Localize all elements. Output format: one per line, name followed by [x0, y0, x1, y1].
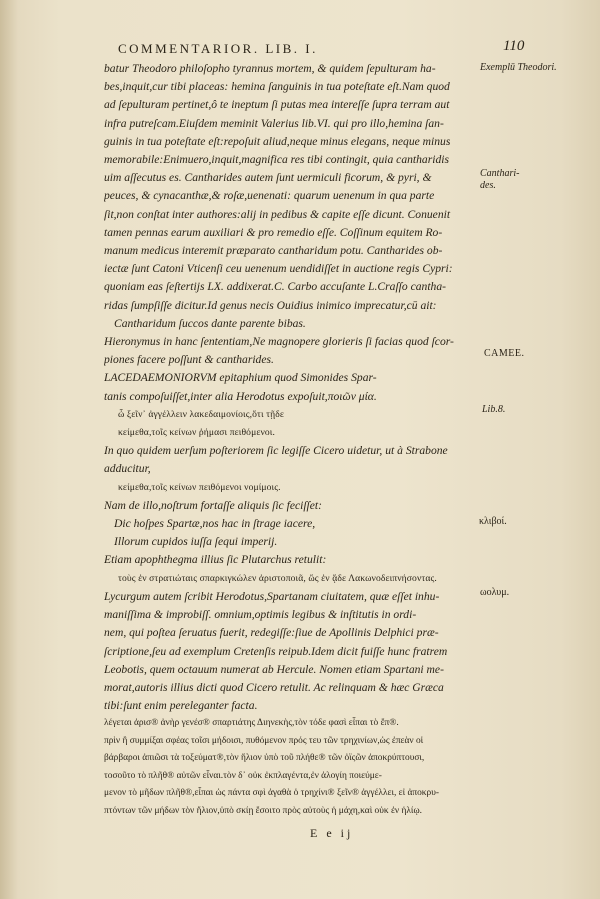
text-line: infra putreſcam.Eiuſdem meminit Valerius lib.VI. qui pro illo,hemina ſan-: [104, 116, 444, 130]
greek-line: λέγεται ἀρισ® ἀνὴρ γενέσ® σπαρτιάτης Διηνεκὴς,τὸν τόδε φασὶ εἶπαι τὸ ἔπ®.: [104, 718, 399, 728]
text-line: tibi:ſunt enim pereleganter facta.: [104, 699, 258, 713]
text-line: ſit,non conſtat inter authores:alij in pedibus & capite eſſe dicunt. Conuenit: [104, 207, 451, 221]
greek-verse-line: ὦ ξεῖν᾽ ἀγγέλλειν λακεδαιμονίοις,ὅτι τῇδε: [118, 408, 284, 420]
text-line: LACEDAEMONIORVM epitaphium quod Simonides Spar-: [104, 371, 377, 385]
greek-line: πτόντων τῶν μήδων τὸν ἥλιον,ὑπὸ σκίῃ ἔσοιτο πρὸς αὐτοὺς ἡ μάχη,καὶ οὐκ ἐν ἡλίῳ.: [104, 805, 422, 816]
folio-number: 110: [503, 38, 525, 54]
margin-note-camee: CAMEE.: [484, 348, 525, 359]
signature-mark: E e ij: [310, 826, 354, 840]
text-line: maniſſima & improbiſſ. omnium,optimis legibus & inſtitutis in ordi-: [104, 608, 417, 622]
text-line: tamen pennas earum auxiliari & pro remedio eſſe. Coſſinum equitem Ro-: [104, 225, 443, 239]
text-line: Leobotis, quem octauum numerat ab Hercule. Nomen etiam Spartani me-: [104, 662, 444, 676]
margin-note-cantharides: Canthari-des.: [480, 168, 520, 191]
running-title: COMMENTARIOR. LIB. I.: [118, 41, 318, 56]
body-text: [104, 60, 476, 715]
text-line: peuces, & cynacanthæ,& roſæ,uenenati: quarum uenenum in qua parte: [104, 189, 435, 203]
margin-note-greek-2: ωολυμ.: [480, 587, 510, 598]
text-line: Hieronymus in hanc ſententiam,Ne magnopere glorieris ſi facias quod ſcor-: [104, 335, 454, 349]
greek-line: βάρβαροι ἀπιῶσι τὰ τοξεύματ®,τὸν ἥλιον ὑπὸ τοῦ πλήθε® τῶν ὀϊςῶν ἀποκρύπτουσι,: [104, 753, 425, 764]
verse-line: Illorum cupidos iuſſa ſequi imperij.: [114, 535, 278, 549]
margin-note-lib8: Lib.8.: [482, 404, 506, 415]
text-line: In quo quidem uerſum poſteriorem ſic legiſſe Cicero uidetur, ut à Strabone: [104, 444, 448, 458]
greek-verse-line: κείμεθα,τοῖς κείνων ῥήμασι πειθόμενοι.: [118, 427, 275, 439]
greek-line: πρὶν ἢ συμμίξαι σφέας τοῖσι μήδοισι, πυθόμενον πρός τευ τῶν τρηχινίων,ὡς ἐπεὰν οἱ: [104, 735, 424, 746]
text-line: uim aſſecutus es. Cantharides autem ſunt uermiculi ficorum, & pyri, &: [104, 171, 432, 185]
text-line: morat,autoris illius dicti quod Cicero retulit. Ac relinquam & hæc Græca: [104, 680, 444, 694]
text-line: Nam de illo,noſtrum fortaſſe aliquis ſic feciſſet:: [104, 498, 323, 512]
text-line: piones facere poſſunt & cantharides.: [104, 353, 274, 367]
text-line: quoniam eas ſeſtertijs LX. addixerat.C. Carbo accuſante L.Craſſo cantha-: [104, 280, 446, 294]
margin-note-greek-1: κλιβοί.: [479, 516, 507, 527]
text-line: Etiam apophthegma illius ſic Plutarchus retulit:: [104, 553, 327, 567]
text-line: manum medicus interemit præparato cantharidum potu. Cantharides ob-: [104, 244, 443, 258]
text-line: Lycurgum autem ſcribit Herodotus,Spartanam ciuitatem, quæ eſſet inhu-: [104, 589, 440, 603]
text-line: memorabile:Enimuero,inquit,magnifica res tibi contingit, quia cantharidis: [104, 153, 449, 167]
text-line: adducitur,: [104, 462, 151, 476]
verse-line: Cantharidum ſuccos dante parente bibas.: [114, 316, 306, 330]
text-line: nem, qui poſtea ſeruatus fuerit, redegiſſe:ſiue de Apollinis Delphici præ-: [104, 626, 439, 640]
text-line: tanis compoſuiſſet,inter alia Herodotus expoſuit,ποιῶν μία.: [104, 389, 377, 403]
text-line: guinis in tua poteſtate eſt:repoſuit aliud,neque minus elegans, neque minus: [104, 134, 451, 148]
greek-line: μενον τὸ μῆδων πλῆθ®,εἶπαι ὡς πάντα σφὶ ἀγαθὰ ὁ τρηχίνι® ξεῖν® ἀγγέλλει, εἰ ἀποκρυ-: [104, 788, 439, 799]
text-line: batur Theodoro philoſopho tyrannus mortem, & quidem ſepulturam ha-: [104, 62, 436, 75]
greek-quote-line: τοὺς ἐν στρατιώταις σπαρκιγκώλεν ἀριστοποιᾶ, ὥς ἐν ᾅδε Λακωνοδειπνήσοντας.: [118, 572, 437, 584]
text-line: ad ſepulturam pertinet,ô te ineptum ſi putas mea intereſſe ſupra terram aut: [104, 98, 450, 112]
text-line: ridas ſumpſiſſe dicitur.Id genus necis Ouidius inimico imprecatur,cū ait:: [104, 298, 437, 312]
greek-verse-line: κείμεθα,τοῖς κείνων πειθόμενοι νομίμοις.: [118, 481, 281, 493]
verse-line: Dic hoſpes Spartæ,nos hac in ſtrage iacere,: [114, 517, 316, 531]
text-line: bes,inquit,cur tibi placeas: hemina ſanguinis in tua poteſtate eſt.Nam quod: [104, 80, 450, 94]
greek-line: τοσοῦτο τὸ πλῆθ® αὐτῶν εἶναι.τὸν δ᾽ οὐκ ἐκπλαγέντα,ἐν ἀλογίη ποιεύμε-: [104, 770, 382, 781]
greek-passage: [104, 715, 492, 821]
text-line: ſcriptione,ſeu ad exemplum Cretenſis reipub.Idem dicit fuiſſe hunc fratrem: [104, 644, 448, 658]
text-line: iectæ ſunt Catoni Vticenſi ceu uenenum uendidiſſet in auctione regis Cypri:: [104, 262, 453, 276]
margin-note-theodori: Exemplū Theodori.: [480, 62, 557, 73]
